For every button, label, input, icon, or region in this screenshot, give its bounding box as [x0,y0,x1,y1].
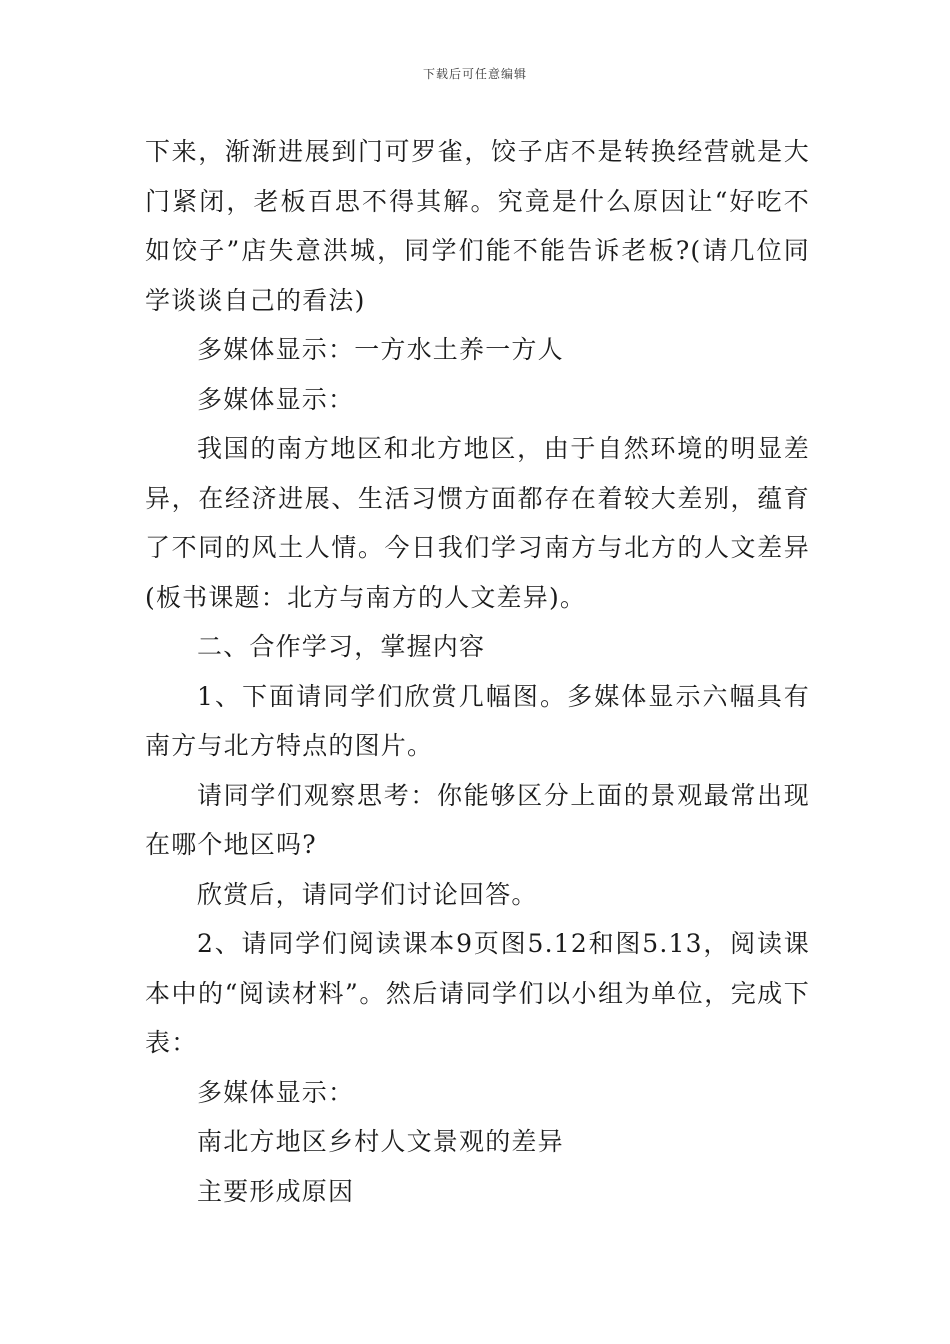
paragraph-north-south-intro: 我国的南方地区和北方地区，由于自然环境的明显差异，在经济进展、生活习惯方面都存在着较大差别，蕴育了不同的风土人情。今日我们学习南方与北方的人文差异(板书课题：北方与南方的人文差异)。 [145,434,810,612]
paragraph-observe-question: 请同学们观察思考：你能够区分上面的景观最常出现在哪个地区吗? [145,780,810,859]
document-body [145,127,810,1216]
paragraph-multimedia-label: 多媒体显示： [197,384,355,414]
paragraph-multimedia-label-2: 多媒体显示： [197,1077,355,1107]
paragraph-table-title: 南北方地区乡村人文景观的差异 [197,1127,564,1156]
paragraph-step-2: 2、请同学们阅读课本9页图5.12和图5.13，阅读课本中的“阅读材料”。然后请同学们以小组为单位，完成下表： [145,929,810,1057]
paragraph-step-1: 1、下面请同学们欣赏几幅图。多媒体显示六幅具有南方与北方特点的图片。 [145,681,810,760]
section-heading-cooperative-learning: 二、合作学习，掌握内容 [197,632,486,661]
paragraph-multimedia-proverb: 多媒体显示：一方水土养一方人 [197,335,564,364]
paragraph-main-causes: 主要形成原因 [197,1176,355,1206]
paragraph-discuss: 欣赏后，请同学们讨论回答。 [197,879,538,909]
page-header: 下载后可任意编辑 [422,67,527,81]
paragraph-story-continuation: 下来，渐渐进展到门可罗雀，饺子店不是转换经营就是大门紧闭，老板百思不得其解。究竟是什么原因让“好吃不如饺子”店失意洪城，同学们能不能告诉老板?(请几位同学谈谈自己的看法) [145,137,810,315]
